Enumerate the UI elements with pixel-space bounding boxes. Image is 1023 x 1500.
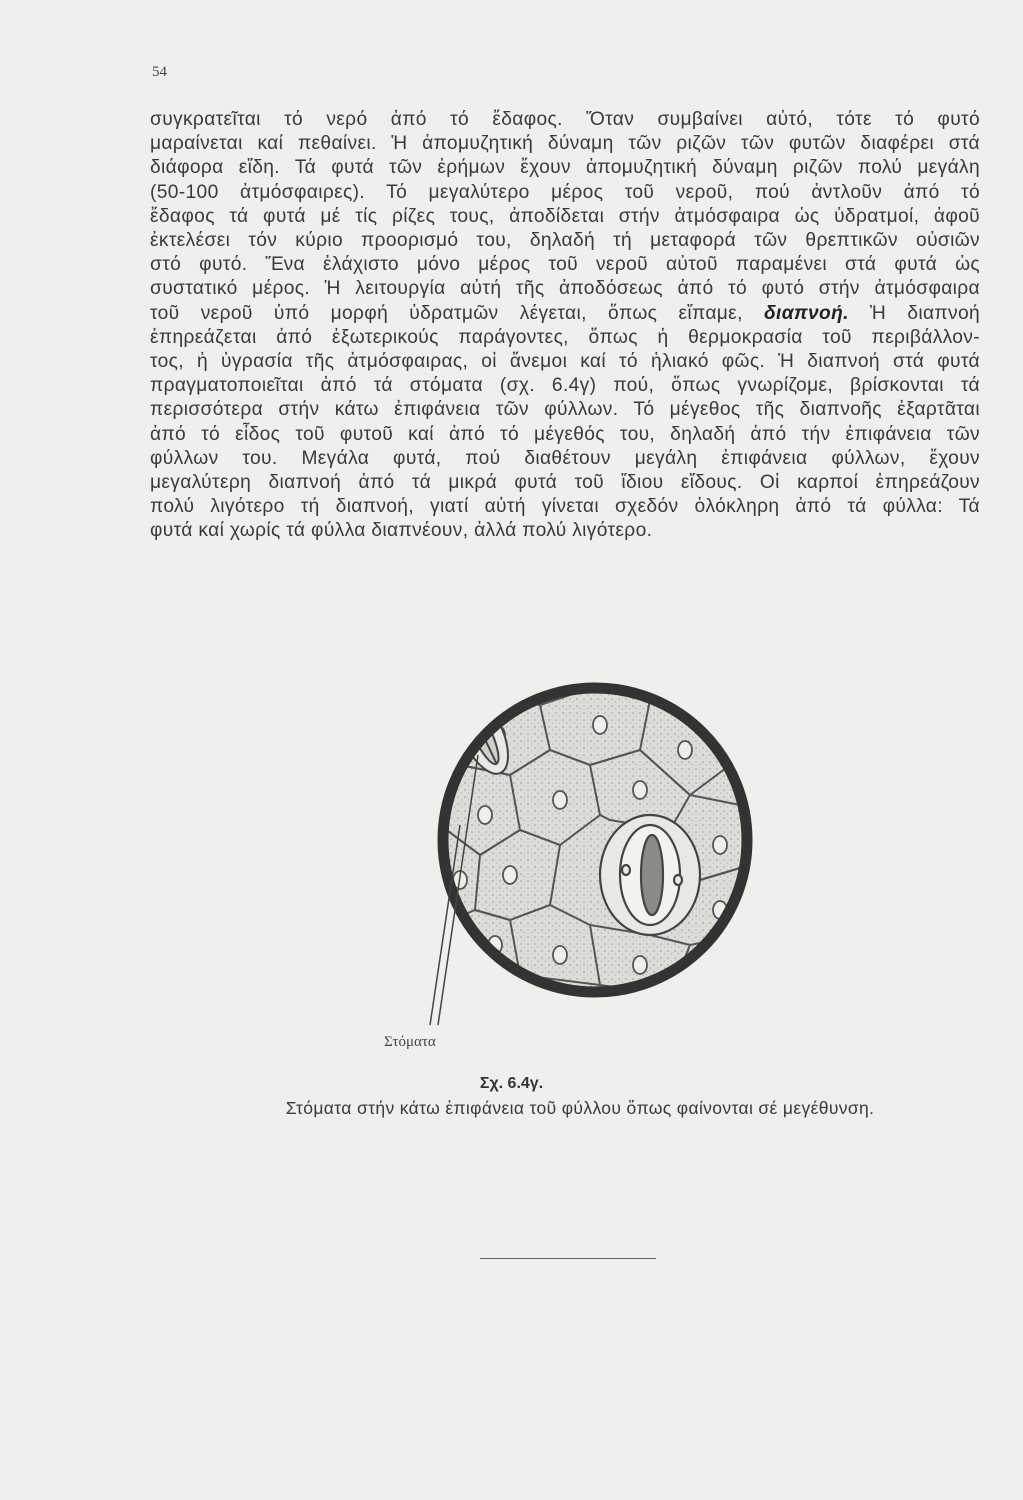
text-segment: τοῦ νεροῦ ὑπό μορφή ὑδρατμῶν λέγεται, ὅπως εἴπαμε, xyxy=(150,302,743,324)
text-line: συγκρατεῖται τό νερό ἀπό τό ἔδαφος. Ὅταν συμβαίνει αὐτό, τότε τό φυτό xyxy=(150,109,980,130)
text-line: μεγαλύτερη διαπνοή ἀπό τά μικρά φυτά τοῦ ἴδιου εἴδους. Οἱ καρποί ἐπηρεάζουν xyxy=(150,472,980,494)
stoma-large xyxy=(600,815,700,935)
text-line: στό φυτό. Ἕνα ἐλάχιστο μόνο μέρος τοῦ νεροῦ αὐτοῦ παραμένει στά φυτά ὡς xyxy=(150,254,980,276)
text-line: πολύ λιγότερο τή διαπνοή, γιατί αὐτή γίνεται σχεδόν ὁλόκληρη ἀπό τά φύλλα: Τά xyxy=(150,496,980,518)
text-line: πραγματοποιεῖται ἀπό τά στόματα (σχ. 6.4γ) πού, ὅπως γνωρίζομε, βρίσκονται τά xyxy=(150,375,980,397)
footer-rule xyxy=(480,1258,656,1259)
body-paragraph xyxy=(150,108,980,544)
term-diapnoi: διαπνοή. xyxy=(763,302,849,324)
figure-caption: Στόματα στήν κάτω ἐπιφάνεια τοῦ φύλλου ὅπως φαίνονται σέ μεγέθυνση. xyxy=(285,1098,875,1118)
text-line: τος, ἡ ὑγρασία τῆς ἀτμόσφαιρας, οἱ ἄνεμοι καί τό ἡλιακό φῶς. Ἡ διαπνοή στά φυτά xyxy=(150,351,980,373)
stomata-illustration xyxy=(400,655,780,1045)
text-segment: Ἡ διαπνοή xyxy=(870,302,980,324)
text-line: φύλλων του. Μεγάλα φυτά, πού διαθέτουν μεγάλη ἐπιφάνεια φύλλων, ἔχουν xyxy=(150,447,980,469)
text-line: διάφορα εἴδη. Τά φυτά τῶν ἐρήμων ἔχουν ἀπομυζητική δύναμη ριζῶν πολύ μεγάλη xyxy=(150,157,980,179)
figure-label-stomata: Στόματα xyxy=(384,1034,436,1050)
text-line: (50-100 ἀτμόσφαιρες). Τό μεγαλύτερο μέρος τοῦ νεροῦ, πού ἀντλοῦν ἀπό τό xyxy=(150,181,980,203)
page-number: 54 xyxy=(152,64,167,80)
text-line: ἐκτελέσει τόν κύριο προορισμό του, δηλαδή τή μεταφορά τῶν θρεπτικῶν οὐσιῶν xyxy=(150,230,980,252)
text-line-with-term xyxy=(150,302,980,326)
text-line-last: φυτά καί χωρίς τά φύλλα διαπνέουν, ἀλλά πολύ λιγότερο. xyxy=(150,520,653,542)
text-line: ἐπηρεάζεται ἀπό ἐξωτερικούς παράγοντες, ὅπως ἡ θερμοκρασία τοῦ περιβάλλον- xyxy=(150,326,980,348)
text-line: συστατικό μέρος. Ἡ λειτουργία αὐτή τῆς ἀποδόσεως ἀπό τό φυτό στήν ἀτμόσφαιρα xyxy=(150,278,980,300)
text-line: μαραίνεται καί πεθαίνει. Ἡ ἀπομυζητική δύναμη τῶν ριζῶν τῶν φυτῶν διαφέρει στά xyxy=(150,133,980,155)
text-line: ἀπό τό εἶδος τοῦ φυτοῦ καί ἀπό τό μέγεθός του, δηλαδή ἀπό τήν ἐπιφάνεια τῶν xyxy=(150,423,980,445)
text-line: περισσότερα στήν κάτω ἐπιφάνεια τῶν φύλλων. Τό μέγεθος τῆς διαπνοῆς ἐξαρτᾶται xyxy=(150,399,980,421)
figure-number: Σχ. 6.4γ. xyxy=(479,1075,544,1092)
text-line: ἔδαφος τά φυτά μέ τίς ρίζες τους, ἀποδίδεται στήν ἀτμόσφαιρα ὡς ὑδρατμοί, ἀφοῦ xyxy=(150,205,980,227)
